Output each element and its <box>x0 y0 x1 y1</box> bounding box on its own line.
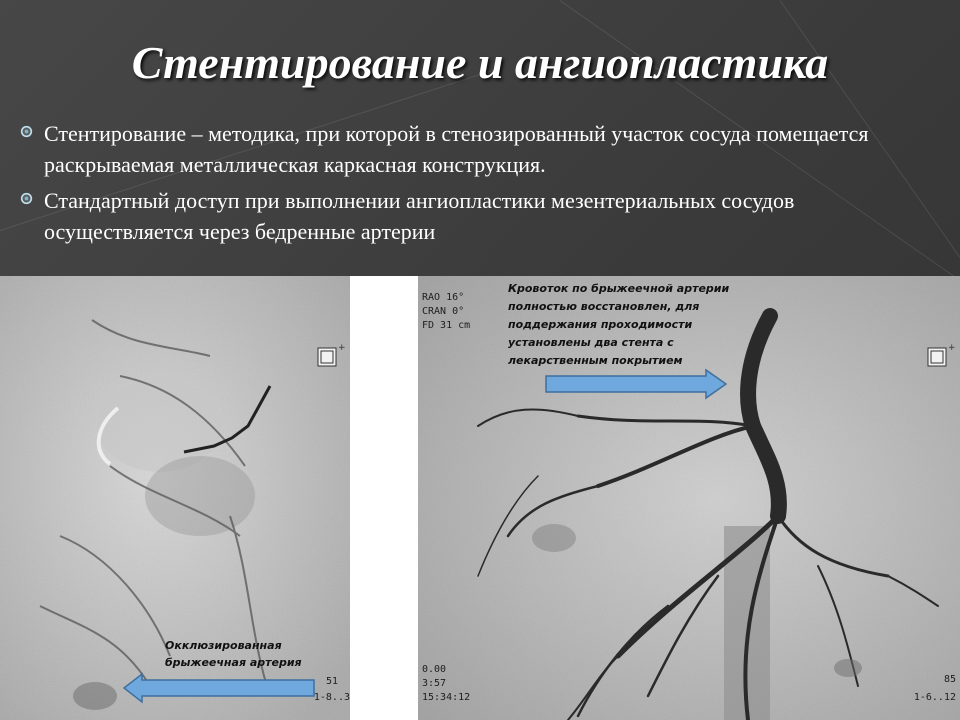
corner-number: 85 <box>943 674 956 685</box>
caption-line: лекарственным покрытием <box>508 354 683 367</box>
caption-line: Кровоток по брыжеечной артерии <box>508 282 730 295</box>
header-line: FD 31 cm <box>422 320 471 331</box>
header-line: CRAN 0° <box>422 306 465 317</box>
caption-line: поддержания проходимости <box>508 318 693 331</box>
angiogram-after <box>418 276 960 720</box>
footer-line: 0.00 <box>422 664 447 675</box>
slide-title: Стентирование и ангиопластика <box>131 37 829 88</box>
bullet-text: Стандартный доступ при выполнении ангиопластики мезентериальных сосудов осуществляется через бедренные артерии <box>44 188 795 244</box>
svg-text:+: + <box>338 343 346 353</box>
caption-line: установлены два стента с <box>508 336 674 349</box>
caption-line: Окклюзированная <box>165 639 282 652</box>
bullet-item <box>20 118 940 180</box>
footer-line: 3:57 <box>422 678 447 689</box>
bullet-list <box>20 118 940 252</box>
angiogram-before <box>0 276 350 720</box>
divider <box>350 276 418 720</box>
caption-line: брыжеечная артерия <box>165 656 302 669</box>
header-line: RAO 16° <box>422 292 465 303</box>
caption-line: полностью восстановлен, для <box>508 300 700 313</box>
corner-number: 51 <box>325 676 338 687</box>
svg-text:+: + <box>948 343 956 353</box>
corner-code: 1-6..12 <box>913 692 956 703</box>
bullet-circle-icon <box>20 192 33 205</box>
bullet-item <box>20 185 940 247</box>
bullet-circle-icon <box>20 125 33 138</box>
corner-code: 1-8..3 <box>313 692 350 703</box>
bullet-text: Стентирование – методика, при которой в стенозированный участок сосуда помещается раскрываемая металлическая каркасная конструкция. <box>44 121 869 177</box>
footer-line: 15:34:12 <box>422 692 471 703</box>
